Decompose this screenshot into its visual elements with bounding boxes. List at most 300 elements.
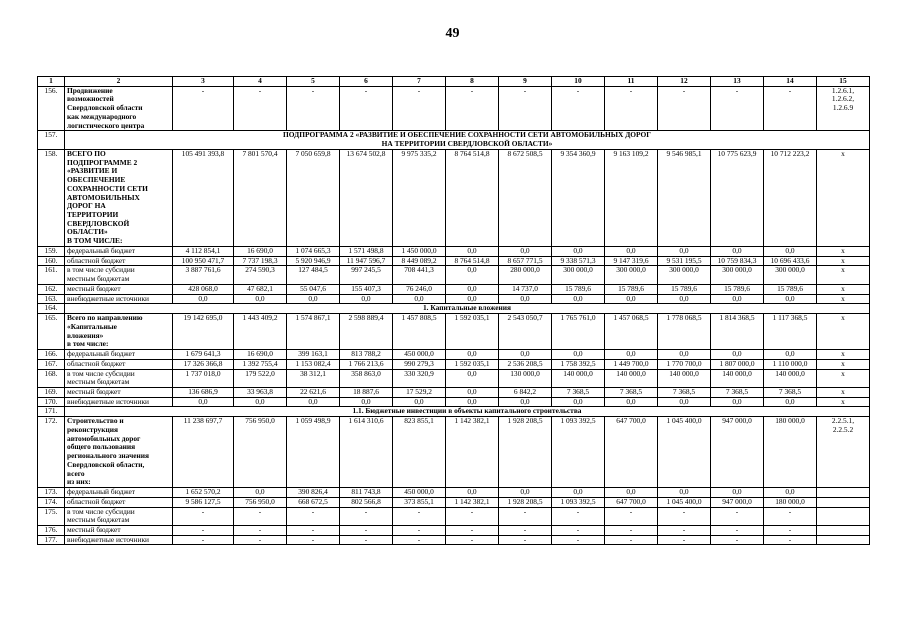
text-line: местным бюджетам [67,377,130,387]
value-cell: - [234,507,287,525]
text-line: СВЕРДЛОВСКОЙ [67,218,130,228]
value-cell: 0,0 [393,294,446,304]
value-cell: - [287,86,340,131]
value-cell: 0,0 [711,294,764,304]
value-cell: 180 000,0 [764,417,817,488]
table-row [38,387,870,397]
value-cell: 802 566,8 [340,497,393,507]
reference-cell [817,246,870,256]
text-line: «РАЗВИТИЕ И [67,166,118,176]
value-cell: 1 571 498,8 [340,246,393,256]
value-cell: 0,0 [499,397,552,407]
value-cell: 300 000,0 [711,266,764,284]
table-row [38,359,870,369]
text-line: x [841,369,845,378]
value-cell: 0,0 [711,488,764,498]
reference-cell [817,397,870,407]
value-cell: - [764,507,817,525]
row-number: 172. [38,417,65,488]
row-number: 165. [38,314,65,350]
value-cell: 450 000,0 [393,350,446,360]
value-cell: 130 000,0 [499,369,552,387]
value-cell: 0,0 [446,294,499,304]
budget-table [37,76,870,545]
value-cell: 399 163,1 [287,350,340,360]
value-cell: - [499,507,552,525]
value-cell: 300 000,0 [764,266,817,284]
column-number: 7 [393,77,446,87]
text-line: из них: [67,477,91,487]
text-line: внебюджетные источники [67,294,150,303]
column-number: 1 [38,77,65,87]
table-row [38,314,870,350]
text-line: ПОДПРОГРАММА 2 «РАЗВИТИЕ И ОБЕСПЕЧЕНИЕ СОХРАННОСТИ СЕТИ АВТОМОБИЛЬНЫХ ДОРОГ [283,130,651,140]
value-cell: 1 679 641,3 [173,350,234,360]
row-number: 170. [38,397,65,407]
text-line: местный бюджет [67,525,121,534]
value-cell: 1 928 208,5 [499,497,552,507]
value-cell: 0,0 [658,350,711,360]
value-cell: 1 153 082,4 [287,359,340,369]
value-cell: 76 246,0 [393,284,446,294]
text-line: Всего по направлению [67,313,143,323]
value-cell: 0,0 [446,369,499,387]
value-cell: 13 674 502,8 [340,149,393,246]
value-cell: 1 449 700,0 [605,359,658,369]
row-number: 164. [38,304,65,314]
value-cell: 1 093 392,5 [552,497,605,507]
row-number: 163. [38,294,65,304]
table-row [38,294,870,304]
value-cell: 0,0 [552,294,605,304]
row-name [65,417,173,488]
value-cell: 11 238 697,7 [173,417,234,488]
table-row [38,488,870,498]
value-cell: 8 764 514,8 [446,149,499,246]
text-line: x [841,246,845,255]
row-number: 166. [38,350,65,360]
value-cell: - [287,525,340,535]
row-number: 160. [38,256,65,266]
reference-cell [817,507,870,525]
value-cell: 7 368,5 [552,387,605,397]
value-cell: 708 441,3 [393,266,446,284]
column-number: 14 [764,77,817,87]
value-cell: 9 531 195,5 [658,256,711,266]
value-cell: 33 963,8 [234,387,287,397]
text-line: x [841,313,845,323]
value-cell: 0,0 [605,350,658,360]
value-cell: 450 000,0 [393,488,446,498]
table-row [38,149,870,246]
value-cell: 0,0 [340,397,393,407]
value-cell: - [552,525,605,535]
value-cell: 8 657 771,5 [499,256,552,266]
row-name [65,535,173,545]
text-line: федеральный бюджет [67,487,136,497]
value-cell: - [393,86,446,131]
text-line: ТЕРРИТОРИИ [67,210,119,220]
value-cell: 1 142 382,1 [446,497,499,507]
value-cell: 0,0 [658,294,711,304]
text-line: областной бюджет [67,497,126,506]
column-number: 8 [446,77,499,87]
text-line: всего [67,468,85,478]
text-line: вложения» [67,330,104,340]
value-cell: 9 354 360,9 [552,149,605,246]
value-cell: 140 000,0 [605,369,658,387]
value-cell: - [711,507,764,525]
table-row [38,369,870,387]
value-cell: 0,0 [287,294,340,304]
text-line: 1.2.6.2, [831,94,855,104]
value-cell: - [605,535,658,545]
reference-cell [817,488,870,498]
row-name [65,246,173,256]
text-line: областной бюджет [67,359,126,368]
value-cell: - [658,525,711,535]
value-cell: 0,0 [764,397,817,407]
table-row [38,417,870,488]
value-cell: - [764,86,817,131]
text-line: в том числе субсидии [67,369,135,378]
value-cell: 1 614 310,6 [340,417,393,488]
value-cell: 0,0 [446,387,499,397]
value-cell: 7 050 659,8 [287,149,340,246]
value-cell: 0,0 [499,294,552,304]
value-cell: 756 950,0 [234,417,287,488]
value-cell: 0,0 [764,294,817,304]
row-number: 162. [38,284,65,294]
value-cell: - [173,525,234,535]
value-cell: 179 522,0 [234,369,287,387]
value-cell: 17 326 366,8 [173,359,234,369]
value-cell: 1 074 665,3 [287,246,340,256]
value-cell: 11 947 596,7 [340,256,393,266]
value-cell: 4 112 854,1 [173,246,234,256]
value-cell: - [605,86,658,131]
column-number: 13 [711,77,764,87]
reference-cell [817,266,870,284]
value-cell: 0,0 [173,294,234,304]
value-cell: 1 770 700,0 [658,359,711,369]
reference-cell [817,256,870,266]
text-line: x [841,265,845,275]
text-line: автомобильных дорог [67,433,141,443]
value-cell: 668 672,5 [287,497,340,507]
value-cell: 428 068,0 [173,284,234,294]
row-number: 161. [38,266,65,284]
value-cell: 0,0 [446,246,499,256]
value-cell: 1 592 035,1 [446,359,499,369]
value-cell: 358 863,0 [340,369,393,387]
value-cell: 127 484,5 [287,266,340,284]
column-number: 9 [499,77,552,87]
value-cell: 300 000,0 [605,266,658,284]
value-cell: 0,0 [658,488,711,498]
value-cell: 811 743,8 [340,488,393,498]
text-line: возможностей [67,94,114,104]
value-cell: 0,0 [605,488,658,498]
text-line: «Капитальные [67,321,117,331]
row-name [65,294,173,304]
reference-cell [817,86,870,131]
value-cell: 1 928 208,5 [499,417,552,488]
value-cell: 7 368,5 [711,387,764,397]
value-cell: 0,0 [446,284,499,294]
value-cell: 1 758 392,5 [552,359,605,369]
row-name [65,507,173,525]
value-cell: 155 407,3 [340,284,393,294]
reference-cell [817,535,870,545]
value-cell: - [711,525,764,535]
value-cell: 0,0 [446,266,499,284]
value-cell: 813 788,2 [340,350,393,360]
text-line: x [841,397,845,406]
value-cell: 274 590,3 [234,266,287,284]
value-cell: - [711,535,764,545]
value-cell: 7 368,5 [658,387,711,397]
value-cell: 47 682,1 [234,284,287,294]
value-cell: 19 142 695,0 [173,314,234,350]
reference-cell [817,149,870,246]
value-cell: 1 110 000,0 [764,359,817,369]
value-cell: - [340,535,393,545]
text-line: 2.2.5.2 [832,424,854,434]
value-cell: 1 592 035,1 [446,314,499,350]
value-cell: 947 000,0 [711,417,764,488]
row-name [65,359,173,369]
row-name [65,497,173,507]
text-line: НА ТЕРРИТОРИИ СВЕРДЛОВСКОЙ ОБЛАСТИ» [381,139,553,149]
value-cell: 9 546 985,1 [658,149,711,246]
value-cell: 1 450 000,0 [393,246,446,256]
value-cell: - [393,525,446,535]
value-cell: 373 855,1 [393,497,446,507]
column-number: 11 [605,77,658,87]
value-cell: 0,0 [499,488,552,498]
text-line: 1.2.6.1, [831,86,855,95]
text-line: АВТОМОБИЛЬНЫХ [67,192,140,202]
text-line: 1.2.6.9 [832,103,854,113]
value-cell: 1 457 068,5 [605,314,658,350]
value-cell: 330 320,9 [393,369,446,387]
value-cell: - [658,86,711,131]
value-cell: 1 778 068,5 [658,314,711,350]
value-cell: 7 368,5 [764,387,817,397]
text-line: внебюджетные источники [67,397,150,406]
value-cell: 1 117 368,5 [764,314,817,350]
value-cell: 140 000,0 [552,369,605,387]
row-number: 177. [38,535,65,545]
value-cell: - [287,535,340,545]
value-cell: 1 392 755,4 [234,359,287,369]
text-line: в том числе субсидии [67,507,135,516]
value-cell: 0,0 [287,397,340,407]
row-name [65,397,173,407]
table-row [38,256,870,266]
value-cell: 0,0 [605,246,658,256]
value-cell: 0,0 [446,350,499,360]
value-cell: 1 142 382,1 [446,417,499,488]
value-cell: 1 737 018,0 [173,369,234,387]
value-cell: - [446,86,499,131]
value-cell: 140 000,0 [764,369,817,387]
value-cell: - [711,86,764,131]
table-row [38,350,870,360]
value-cell: 647 700,0 [605,417,658,488]
row-number: 167. [38,359,65,369]
row-name [65,284,173,294]
text-line: 1.1. Бюджетные инвестиции в объекты капитального строительства [352,406,582,416]
table-row [38,397,870,407]
value-cell: - [499,535,552,545]
value-cell: 7 737 198,3 [234,256,287,266]
row-number: 158. [38,149,65,246]
value-cell: 100 950 471,7 [173,256,234,266]
reference-cell [817,350,870,360]
row-number: 168. [38,369,65,387]
value-cell: 0,0 [552,488,605,498]
value-cell: 7 368,5 [605,387,658,397]
value-cell: 0,0 [764,350,817,360]
value-cell: 390 826,4 [287,488,340,498]
reference-cell [817,525,870,535]
value-cell: 6 842,2 [499,387,552,397]
value-cell: - [446,525,499,535]
value-cell: - [173,535,234,545]
value-cell: - [393,535,446,545]
reference-cell [817,369,870,387]
value-cell: 17 529,2 [393,387,446,397]
text-line: внебюджетные источники [67,535,150,544]
value-cell: 140 000,0 [711,369,764,387]
row-number: 157. [38,131,65,149]
value-cell: - [658,507,711,525]
value-cell: - [764,535,817,545]
row-name [65,314,173,350]
column-number: 4 [234,77,287,87]
reference-cell [817,359,870,369]
value-cell: 0,0 [234,294,287,304]
value-cell: 1 457 808,5 [393,314,446,350]
value-cell: 0,0 [552,397,605,407]
table-row [38,284,870,294]
value-cell: 1 765 761,0 [552,314,605,350]
value-cell: 0,0 [764,246,817,256]
row-number: 173. [38,488,65,498]
value-cell: 0,0 [605,294,658,304]
value-cell: 1 045 400,0 [658,497,711,507]
value-cell: 756 950,0 [234,497,287,507]
table-row [38,246,870,256]
value-cell: 16 690,0 [234,350,287,360]
row-name [65,350,173,360]
row-name [65,266,173,284]
value-cell: 136 686,9 [173,387,234,397]
text-line: в том числе: [67,339,109,349]
value-cell: 0,0 [605,397,658,407]
value-cell: 0,0 [658,397,711,407]
text-line: местный бюджет [67,387,121,396]
value-cell: 0,0 [764,488,817,498]
value-cell: 10 712 223,2 [764,149,817,246]
value-cell: - [605,525,658,535]
value-cell: 0,0 [552,246,605,256]
value-cell: 0,0 [446,488,499,498]
value-cell: - [173,86,234,131]
text-line: местный бюджет [67,284,121,293]
value-cell: 0,0 [499,350,552,360]
text-line: Строительство и [67,416,124,426]
text-line: ОБЕСПЕЧЕНИЕ [67,175,126,185]
value-cell: 300 000,0 [658,266,711,284]
value-cell: 0,0 [499,246,552,256]
text-line: Свердловской области, [67,459,145,469]
value-cell: - [234,86,287,131]
value-cell: - [552,507,605,525]
value-cell: 0,0 [658,246,711,256]
value-cell: 38 312,1 [287,369,340,387]
value-cell: 8 672 508,5 [499,149,552,246]
text-line: ПОДПРОГРАММЕ 2 [67,157,138,167]
value-cell: - [499,86,552,131]
value-cell: 0,0 [234,488,287,498]
value-cell: 1 045 400,0 [658,417,711,488]
value-cell: 15 789,6 [711,284,764,294]
value-cell: 0,0 [234,397,287,407]
value-cell: 2 598 889,4 [340,314,393,350]
text-line: x [841,256,845,265]
row-name [65,387,173,397]
column-number-row [38,77,870,87]
value-cell: 15 789,6 [552,284,605,294]
value-cell: 140 000,0 [658,369,711,387]
row-name [65,149,173,246]
row-number: 159. [38,246,65,256]
row-name [65,488,173,498]
section-row [38,131,870,149]
value-cell: 16 690,0 [234,246,287,256]
table-row [38,525,870,535]
value-cell: 0,0 [711,246,764,256]
text-line: как международного [67,111,137,121]
value-cell: 18 887,6 [340,387,393,397]
value-cell: 14 737,0 [499,284,552,294]
column-number: 12 [658,77,711,87]
value-cell: 15 789,6 [658,284,711,294]
text-line: общего пользования [67,442,136,452]
text-line: 1. Капитальные вложения [422,303,512,313]
row-name [65,86,173,131]
table-row [38,86,870,131]
value-cell: 1 574 867,1 [287,314,340,350]
value-cell: 9 975 335,2 [393,149,446,246]
text-line: x [841,294,845,303]
text-line: областной бюджет [67,256,126,265]
text-line: 2.2.5.1, [831,416,855,426]
row-number: 169. [38,387,65,397]
section-row [38,304,870,314]
value-cell: 0,0 [393,397,446,407]
table-row [38,507,870,525]
value-cell: 15 789,6 [605,284,658,294]
value-cell: 5 920 946,9 [287,256,340,266]
value-cell: - [340,525,393,535]
text-line: федеральный бюджет [67,246,136,255]
text-line: местным бюджетам [67,274,130,284]
value-cell: 8 764 514,8 [446,256,499,266]
